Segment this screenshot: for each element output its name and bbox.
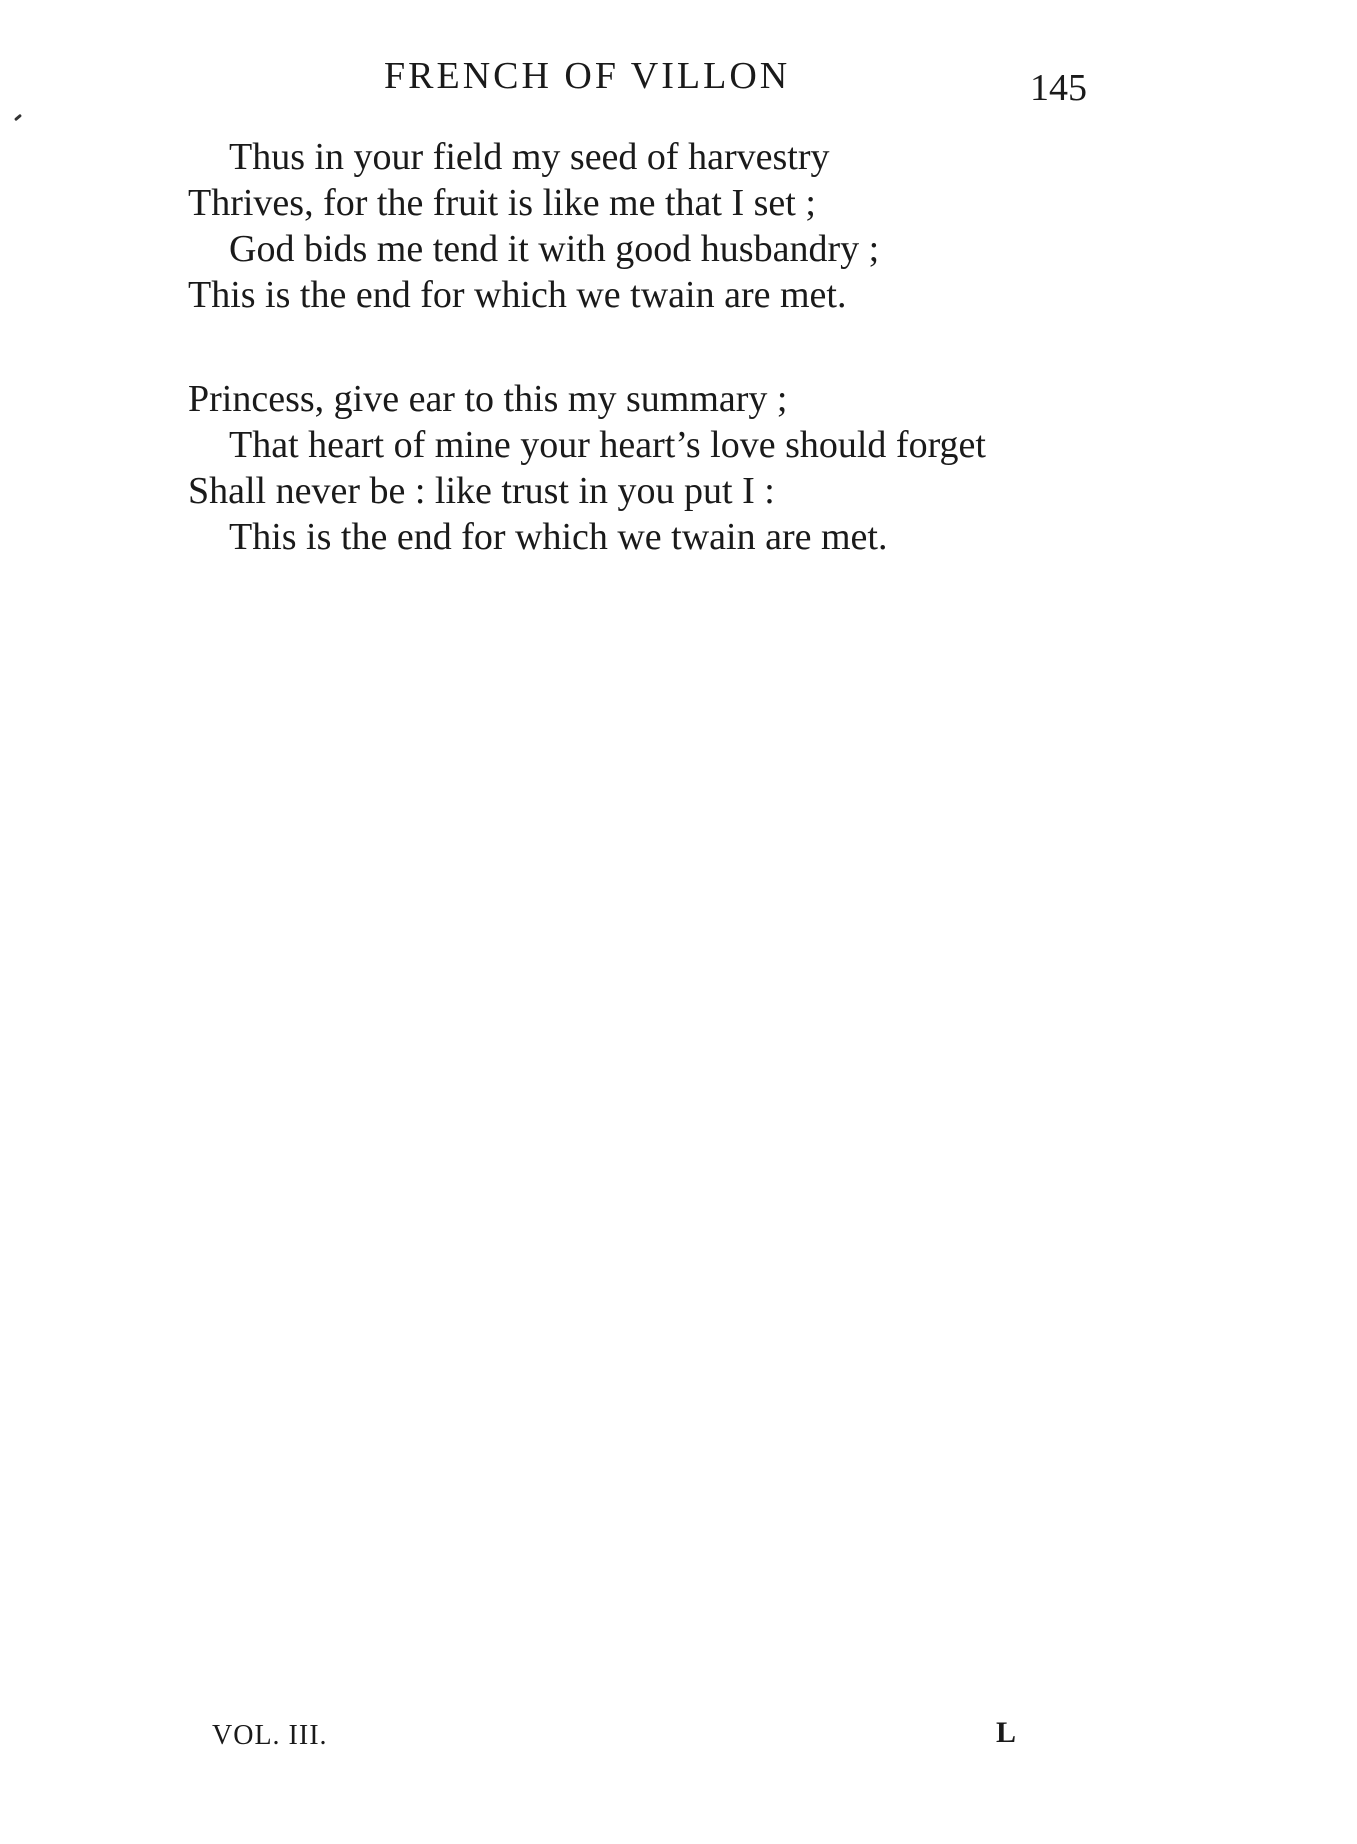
signature-mark: L	[996, 1716, 1017, 1749]
verse-line: God bids me tend it with good husbandry ;	[229, 228, 880, 270]
stanza	[188, 134, 879, 318]
verse-line: Thrives, for the fruit is like me that I set ;	[188, 182, 816, 224]
verse-line: That heart of mine your heart’s love should forget	[229, 424, 986, 466]
verse-line: Shall never be : like trust in you put I :	[188, 470, 775, 512]
verse-line: Princess, give ear to this my summary ;	[188, 378, 788, 420]
ink-speck	[14, 114, 22, 121]
volume-signature: VOL. III.	[212, 1720, 328, 1751]
page-number: 145	[1030, 67, 1087, 109]
running-head: FRENCH OF VILLON	[384, 55, 791, 97]
verse-line: This is the end for which we twain are met.	[229, 516, 888, 558]
stanza	[188, 376, 986, 560]
verse-line: Thus in your field my seed of harvestry	[229, 136, 830, 178]
verse-line: This is the end for which we twain are met.	[188, 274, 847, 316]
